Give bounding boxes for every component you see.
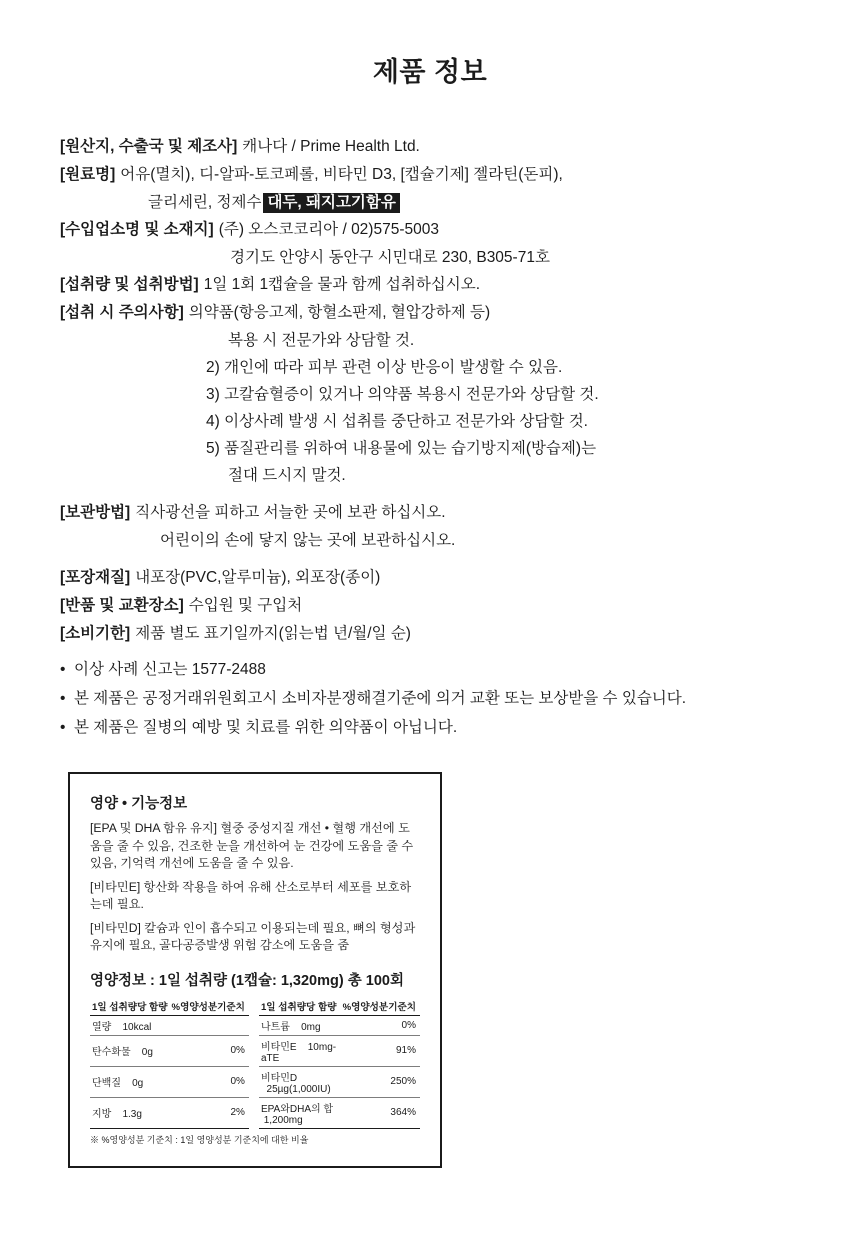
nutrient-amount: 0g [132, 1078, 144, 1089]
function-info-1: [EPA 및 DHA 함유 유지] 혈중 중성지질 개선 • 혈행 개선에 도움을 줄 수 있음, 건조한 눈을 개선하여 눈 건강에 도움을 줄 수 있음, 기억력 개선에 도움을 줄 수 있음. [90, 821, 414, 870]
info-label-dosage: [섭취량 및 섭취방법] [60, 276, 199, 293]
nutrient-name: 단백질 [92, 1078, 121, 1089]
bullet-note-2-text: 본 제품은 공정거래위원회고시 소비자분쟁해결기준에 의거 교환 또는 보상받을 수 있습니다. [74, 690, 687, 707]
caution-item-5-cont: 절대 드시지 말것. [228, 467, 346, 484]
info-row-return [60, 592, 800, 619]
bullet-note-3-text: 본 제품은 질병의 예방 및 치료를 위한 의약품이 아닙니다. [74, 719, 458, 736]
nutrient-name: 비타민D [260, 1072, 298, 1084]
header-left-pct: %영양성분기준치 [170, 997, 249, 1016]
caution-text-3: 고칼슘혈증이 있거나 의약품 복용시 전문가와 상담할 것. [224, 386, 599, 403]
nutrient-amount: 10kcal [122, 1021, 152, 1033]
nutrient-pct: 91% [341, 1035, 420, 1066]
info-row-ingredients [60, 161, 800, 188]
info-label-expiry: [소비기한] [60, 625, 131, 642]
nutrition-heading: 영양정보 : 1일 섭취량 (1캡슐: 1,320mg) 총 100회 [90, 972, 404, 989]
nutrient-name: 탄수화물 [92, 1047, 131, 1058]
ingredients-line2-text: 글리세린, 정제수 [148, 194, 262, 211]
caution-text-2: 개인에 따라 피부 관련 이상 반응이 발생할 수 있음. [224, 359, 563, 376]
nutrient-name: 열량 [92, 1021, 112, 1033]
bullet-dot-icon: • [60, 719, 66, 736]
function-info-2: [비타민E] 항산화 작용을 하여 유해 산소로부터 세포를 보호하는데 필요. [90, 879, 412, 911]
storage-second-line: 어린이의 손에 닿지 않는 곳에 보관하십시오. [160, 532, 456, 549]
nutrient-amount: 0mg [301, 1021, 321, 1033]
info-label-return: [반품 및 교환장소] [60, 597, 184, 614]
info-row-origin [60, 133, 800, 160]
info-row-packaging [60, 564, 800, 591]
info-value-dosage: 1일 1회 1캡슐을 물과 함께 섭취하십시오. [203, 276, 481, 293]
info-value-expiry: 제품 별도 표기일까지(읽는법 년/월/일 순) [135, 625, 411, 642]
caution-num-4: 4) [206, 413, 220, 430]
nutrient-pct: 0% [170, 1066, 249, 1097]
caution-item-4 [206, 408, 800, 435]
caution-num-5: 5) [206, 440, 220, 457]
function-info-3: [비타민D] 칼슘과 인이 흡수되고 이용되는데 필요, 뼈의 형성과 유지에 필요, 골다공증발생 위험 감소에 도움을 줌 [90, 920, 416, 952]
table-row [90, 1066, 420, 1097]
nutrition-note: ※ %영양성분 기준치 : 1일 영양성분 기준치에 대한 비율 [90, 1134, 309, 1145]
info-value-packaging: 내포장(PVC,알루미늄), 외포장(종이) [135, 569, 381, 586]
header-left-amount: 1일 섭취량당 함량 [90, 997, 170, 1016]
nutrient-name: EPA와DHA의 합 [260, 1103, 334, 1115]
info-label-ingredients: [원료명] [60, 166, 116, 183]
nutrient-amount: 10mg-aTE [260, 1041, 337, 1064]
info-value-storage: 직사광선을 피하고 서늘한 곳에 보관 하십시오. [135, 504, 446, 521]
nutrient-pct [170, 1015, 249, 1035]
caution-item-1-cont: 복용 시 전문가와 상담할 것. [228, 332, 415, 349]
bullet-note-1 [60, 655, 800, 684]
bullet-notes [60, 655, 800, 742]
info-label-importer: [수입업소명 및 소재지] [60, 221, 214, 238]
ingredients-second-line [60, 189, 800, 216]
nutrient-name: 나트륨 [260, 1021, 290, 1033]
table-row [90, 1015, 420, 1035]
nutrient-pct: 250% [341, 1066, 420, 1097]
caution-text-4: 이상사례 발생 시 섭취를 중단하고 전문가와 상담할 것. [224, 413, 588, 430]
header-right-amount: 1일 섭취량당 함량 [259, 997, 341, 1016]
info-label-cautions: [섭취 시 주의사항] [60, 304, 184, 321]
nutrient-amount: 25µg(1,000IU) [266, 1083, 331, 1095]
caution-num-2: 2) [206, 359, 220, 376]
importer-address: 경기도 안양시 동안구 시민대로 230, B305-71호 [230, 249, 550, 266]
nutrient-amount: 0g [141, 1047, 153, 1058]
nutrient-pct: 2% [170, 1097, 249, 1128]
nutrition-facts-panel [68, 772, 442, 1168]
caution-item-2 [206, 354, 800, 381]
bullet-note-3 [60, 713, 800, 742]
caution-list [60, 327, 800, 489]
nutrient-pct: 0% [170, 1035, 249, 1066]
info-label-packaging: [포장재질] [60, 569, 131, 586]
info-row-storage [60, 499, 800, 526]
nutrient-name: 비타민E [260, 1041, 297, 1053]
info-value-importer: (주) 오스코코리아 / 02)575-5003 [218, 221, 439, 238]
nutrition-table [90, 997, 420, 1129]
info-label-origin: [원산지, 수출국 및 제조사] [60, 138, 238, 155]
bullet-dot-icon: • [60, 690, 66, 707]
table-row [90, 1097, 420, 1128]
caution-num-3: 3) [206, 386, 220, 403]
table-row [90, 1035, 420, 1066]
bullet-note-2 [60, 684, 800, 713]
product-info-list [60, 133, 800, 647]
caution-item-3 [206, 381, 800, 408]
caution-item-5 [206, 435, 800, 462]
info-row-expiry [60, 620, 800, 647]
info-row-dosage [60, 271, 800, 298]
info-value-ingredients: 어유(멸치), 디-알파-토코페롤, 비타민 D3, [캡슐기제] 젤라틴(돈피), [120, 166, 563, 183]
bullet-dot-icon: • [60, 661, 66, 678]
header-right-pct: %영양성분기준치 [341, 997, 420, 1016]
nutrient-pct: 0% [341, 1015, 420, 1035]
bullet-note-1-text: 이상 사례 신고는 1577-2488 [74, 661, 266, 678]
nutrient-name: 지방 [92, 1109, 112, 1120]
panel-heading: 영양 • 기능정보 [90, 796, 188, 812]
info-value-origin: 캐나다 / Prime Health Ltd. [242, 138, 420, 155]
caution-item-1: 의약품(항응고제, 항혈소판제, 혈압강하제 등) [188, 304, 491, 321]
nutrient-amount: 1,200mg [263, 1114, 303, 1126]
nutrition-table-header [90, 997, 420, 1016]
caution-text-5: 품질관리를 위하여 내용물에 있는 습기방지제(방습제)는 [224, 440, 597, 457]
info-value-return: 수입원 및 구입처 [188, 597, 303, 614]
page-title: 제품 정보 [372, 57, 488, 87]
info-label-storage: [보관방법] [60, 504, 131, 521]
info-row-importer [60, 216, 800, 243]
nutrient-pct: 364% [341, 1097, 420, 1128]
nutrient-amount: 1.3g [122, 1109, 142, 1120]
table-gap [249, 997, 259, 1016]
allergen-highlight: 대두, 돼지고기함유 [263, 193, 399, 213]
info-row-cautions [60, 299, 800, 326]
